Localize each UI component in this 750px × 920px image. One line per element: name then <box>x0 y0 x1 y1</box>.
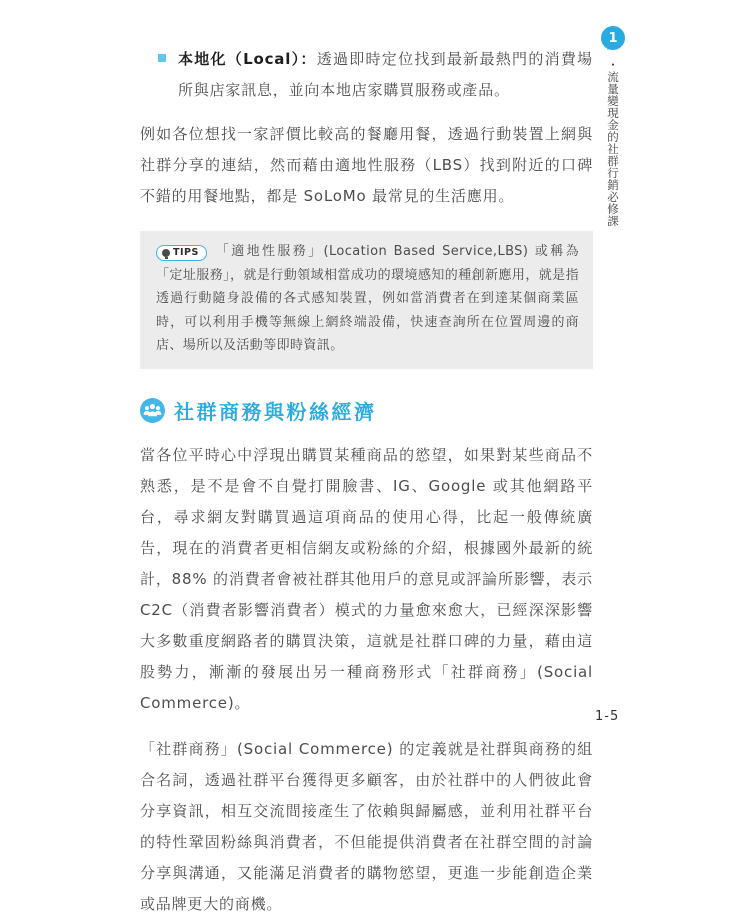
chapter-number: 1 <box>608 30 618 46</box>
bullet-item-local <box>140 44 593 106</box>
chapter-title-vertical: ・流量變現金的社群行銷必修課 <box>606 59 620 227</box>
page-number: 1-5 <box>595 709 620 724</box>
bullet-item-body: 透過即時定位找到最新最熱門的消費場所與店家訊息，並向本地店家購買服務或產品。 <box>178 50 593 99</box>
bullet-square-icon <box>158 54 166 62</box>
tips-box <box>140 231 593 369</box>
tips-badge <box>156 245 207 261</box>
tips-text: 「適地性服務」(Location Based Service,LBS) 或稱為「定址服務」，就是行動領域相當成功的環境感知的種創新應用，就是指透過行動隨身設備的各式感知裝置，例如當消費者在到達某個商業區時，可以利用手機等無線上網終端設備，快速查詢所在位置周邊的商店、場所以及活動等即時資訊。 <box>156 244 579 353</box>
paragraph-social-commerce-1: 當各位平時心中浮現出購買某種商品的慾望，如果對某些商品不熟悉，是不是會不自覺打開臉書、IG、Google 或其他網路平台，尋求網友對購買過這項商品的使用心得，比起一般傳統廣告，現在的消費者更相信網友或粉絲的介紹，根據國外最新的統計，88% 的消費者會被社群其他用戶的意見或評論所影響，表示 C2C（消費者影響消費者）模式的力量愈來愈大，已經深深影響大多數重度網路者的購買決策，這就是社群口碑的力量，藉由這股勢力，漸漸的發展出另一種商務形式「社群商務」(Social Commerce)。 <box>140 445 593 712</box>
tips-badge-label: TIPS <box>173 247 199 259</box>
lightbulb-icon <box>162 249 170 257</box>
chapter-number-badge <box>601 26 625 50</box>
section-heading <box>140 396 593 425</box>
bullet-item-text <box>178 44 593 106</box>
paragraph-solomo: 例如各位想找一家評價比較高的餐廳用餐，透過行動裝置上網與社群分享的連結，然而藉由適地性服務（LBS）找到附近的口碑不錯的用餐地點，都是 SoLoMo 最常見的生活應用。 <box>140 125 593 205</box>
section-title: 社群商務與粉絲經濟 <box>174 399 377 424</box>
content-column <box>140 42 593 920</box>
chapter-sidebar <box>599 26 627 227</box>
people-group-icon <box>140 398 165 423</box>
bullet-item-label: 本地化（Local）： <box>178 50 317 68</box>
paragraph-social-commerce-2: 「社群商務」(Social Commerce) 的定義就是社群與商務的組合名詞，透過社群平台獲得更多顧客，由於社群中的人們彼此會分享資訊，相互交流間接產生了依賴與歸屬感，並利用社群平台的特性鞏固粉絲與消費者，不但能提供消費者在社群空間的討論分享與溝通，又能滿足消費者的購物慾望，更進一步能創造企業或品牌更大的商機。 <box>140 739 593 913</box>
